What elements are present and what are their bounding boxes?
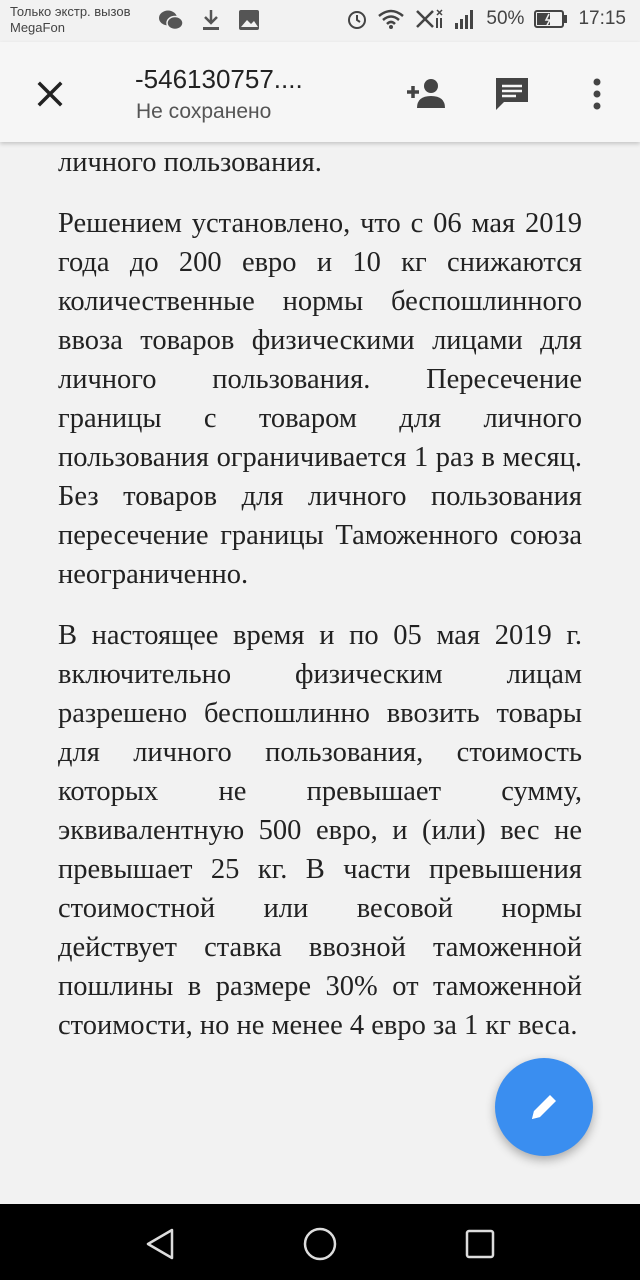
add-person-icon[interactable] — [404, 72, 448, 116]
top-fragment: личного пользования. — [58, 147, 322, 178]
signal-icon — [454, 9, 476, 29]
save-status: Не сохранено — [136, 100, 272, 123]
wechat-icon — [158, 9, 184, 31]
document-text — [58, 142, 582, 1067]
carrier-line1: Только экстр. вызов — [10, 4, 131, 19]
close-icon[interactable] — [30, 74, 70, 114]
back-icon[interactable] — [140, 1224, 180, 1264]
partial-paragraph — [58, 142, 582, 182]
message-icon[interactable] — [490, 72, 534, 116]
home-icon[interactable] — [300, 1224, 340, 1264]
edit-fab-button[interactable] — [495, 1058, 593, 1156]
more-vert-icon[interactable] — [575, 72, 619, 116]
status-bar — [0, 0, 640, 42]
wifi-icon — [378, 9, 404, 29]
battery-percent: 50% — [486, 8, 525, 29]
paragraph-2: В настоящее время и по 05 мая 2019 г. включительно физическим лицам разрешено беспошлинно ввозить товары для личного пользования, стоимость которых не превышает сумму, эквивалентную 500 евро, и (или) вес не превышает 25 кг. В части превышения стоимостной или весовой нормы действует ставка ввозной таможенной пошлины в размере 30% от таможенной стоимости, но не менее 4 евро за 1 кг веса. — [58, 620, 582, 1041]
document-content[interactable] — [0, 142, 640, 1204]
recents-icon[interactable] — [460, 1224, 500, 1264]
image-icon — [238, 9, 260, 31]
document-title: -546130757.... — [135, 64, 303, 94]
clock: 17:15 — [578, 8, 626, 29]
carrier-info — [10, 4, 130, 36]
navigation-bar — [0, 1204, 640, 1280]
carrier-line2: MegaFon — [10, 20, 65, 35]
download-icon — [200, 8, 222, 32]
app-bar — [0, 42, 640, 142]
edit-icon — [524, 1087, 564, 1127]
paragraph-1: Решением установлено, что с 06 мая 2019 года до 200 евро и 10 кг снижаются количественные нормы беспошлинного ввоза товаров физическими лицами для личного пользования. Пересечение границы с товаром для личного пользования ограничивается 1 раз в месяц. Без товаров для личного пользования пересечение границы Таможенного союза неограниченно. — [58, 208, 582, 590]
battery-icon — [534, 10, 568, 28]
no-signal-icon — [414, 8, 444, 30]
alarm-icon — [346, 8, 368, 30]
